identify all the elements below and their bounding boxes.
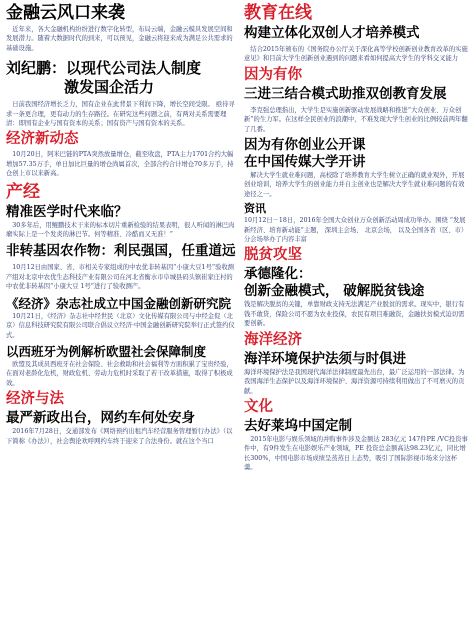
section-industry [6,181,236,240]
article-body: 10月21日，《经济》杂志社中经世民（北京）文化传媒有限公司与中经金促（北京）信息科技研究院有限公司联合倡议立经济·中国金融创新研究院举行正式签约仪式。 [6,312,235,339]
section-ocean-economy [244,331,468,396]
article-liu-jipeng [6,59,236,128]
headline-finance-institute: 《经济》杂志社成立中国金融创新研究院 [6,295,232,311]
section-title-economy-law: 经济与法 [6,391,64,408]
left-column [6,0,236,447]
section-culture [244,398,468,473]
article-body: 钱是解决脱贫的关键，单靠财政支持无法满足产业脱贫的需求。现实中，银行有钱不敢贷，保险公司不愿为农业投保，农民有项目难融资，金融扶贫模式迫切需要创新。 [244,301,465,328]
section-title-industry: 产经 [6,181,40,202]
headline-chengde-line2: 创新金融模式， 破解脱贫钱途 [244,283,425,300]
section-because-of-you [244,66,468,134]
headline-liu-jipeng-line2: 激发国企活力 [64,78,155,97]
headline-precision-medicine: 精准医学时代来临？ [6,203,128,220]
article-eu-social-security [6,344,236,388]
section-title-economy-news: 经济新动态 [6,131,79,148]
article-body: 30多年后，用鲲鹏技术干来的标本切片重新检验的结果表明，很人听闻的淋巴肉瘤实际上是一个发炎的淋巴节。何等精准、冷酷而又无准！” [6,221,235,239]
article-body: 10月20日，阿米巴链的PTA突然放量增仓，截至收盘，PTA主力1701合约大幅增加57.35万手，单日加比巨量的增仓尚属首次，全部合约合计增仓70多万手，持仓创上市以来新高。 [6,151,234,178]
section-economy-law [6,390,236,446]
headline-open-class-line1: 因为有你创业公开课 [244,137,366,154]
article-finance-institute [6,296,236,340]
headline-ocean-law: 海洋环境保护法须与时俱进 [244,350,406,367]
article-body: 10月12日由国家、省、市相关专家组成的中农优非转基因“小康大豆1号”验收测产组对北京中农优生态科技产业有限公司在河北省衡水市阜城县码头镇崔家庄村的中农优非转基因“小康大豆 1号”进行了验收测产。 [6,264,234,291]
section-title-because-of-you: 因为有你 [244,66,302,83]
article-body: 李克强总理指出，大学生是实施创新驱动发展战略和推进“大众创业、万众创新”的生力军。在这样全民创业的浪潮中，不难发现大学生创业的比例较前两年翻了几番。 [244,106,468,133]
article-body: 日前我国经济增长乏力，国有企业在此背景下利润下降，增长空间受限。 亟待寻求一条更合理，更有动力的生存路径。在研究这些问题之前，有两对关系需要理清：即国有企业与国有资本的关系；国有资产与国有资本的关系。 [6,101,235,128]
headline-ride-hailing: 最严新政出台，网约车何处安身 [6,410,195,427]
headline-liu-jipeng-line1: 刘纪鹏：以现代公司法人制度 [6,59,202,78]
headline-hollywood: 去好莱坞中国定制 [244,417,352,434]
headline-eu-social-security: 以西班牙为例解析欧盟社会保障制度 [6,343,207,359]
headline-non-gmo-crops: 非转基因农作物：利民强国，任重道远 [6,243,236,260]
article-news-brief [244,202,468,244]
article-body: 近年来，各大金融机构纷纷进行数字化转型，布局云端，金融云模具发展空间和发展潜力。随着大数据时代的到来，可以预见，金融云将迎来成为满足公共需求的基础设施。 [6,26,233,52]
headline-three-in-three: 三进三结合模式助推双创教育发展 [244,85,447,102]
section-economy-news [6,130,236,178]
headline-news-brief: 资讯 [244,202,266,216]
section-title-culture: 文化 [244,398,273,415]
section-poverty [244,246,468,328]
article-finance-cloud [6,2,236,53]
headline-chengde-line1: 承德隆化： [244,266,312,283]
section-title-education: 教育在线 [244,3,312,23]
headline-open-class-line2: 在中国传媒大学开讲 [244,154,366,171]
section-education [244,2,468,64]
article-body: 10月12日－18日，2016年全国大众创业万众创新活动周成功举办。围绕 “发展新经济、培育新动能”主题， 深圳主会场、 北京会场， 以及全国各省（区、市）分会场举办了内容丰富 [244,217,468,244]
article-body: 2015年电影与娱乐领域的并购事件涉及金额达 283亿元 147件PE /VC投资事件中，有9件发生在电影娱乐产业领域，PE 投资总金额高达98.23亿元，同比增长300%，中国电影市场成绩呈蒸蒸日上态势，吸引了国际影视市场来分这杯羹。 [244,435,468,472]
article-body: 解决大学生就业难问题，高校除了培养教育大学生树立正确的就业观外，开展创业培训，培养大学生的创业能力并自主创业也是解决大学生就业难问题的有效途径之一。 [244,172,465,198]
article-body: 2016年7月28日，交通部发布《网络预约出租汽车经营服务管理暂行办法》（以下简称《办法》），社会舆论欢呼网约车终于迎来了合法身份。就在这个当口 [6,428,233,445]
section-title-poverty: 脱贫攻坚 [244,247,302,264]
article-body: 结合2015年颁布的《国务院办公厅关于深化高等学校创新创业教育改革的实施意见》和目前大学生创新创业遇到的问题来看如何提高大学生的学科交叉能力 [244,46,468,63]
article-open-class [244,137,468,199]
right-column [244,0,468,474]
headline-finance-cloud: 金融云风口来袭 [6,3,125,23]
article-body: 海洋环境保护法是我国现代海洋法律制度最先出台，最广泛运用的一部法律。为我国海洋生态保护以及海洋环境保护、海洋资源可持续利用做出了不可磨灭的贡献。 [244,368,465,395]
article-body: 欧盟及其成员西班牙在社会保险、社会救助和社会福利等方面积累了宝贵经验，在面对老龄化危机，财政危机、劳动力危机时采取了若干改革措施，取得了积极成效。 [6,360,233,387]
headline-talent-model: 构建立体化双创人才培养模式 [244,25,420,41]
article-non-gmo-crops [6,243,236,291]
section-title-ocean-economy: 海洋经济 [244,331,302,348]
